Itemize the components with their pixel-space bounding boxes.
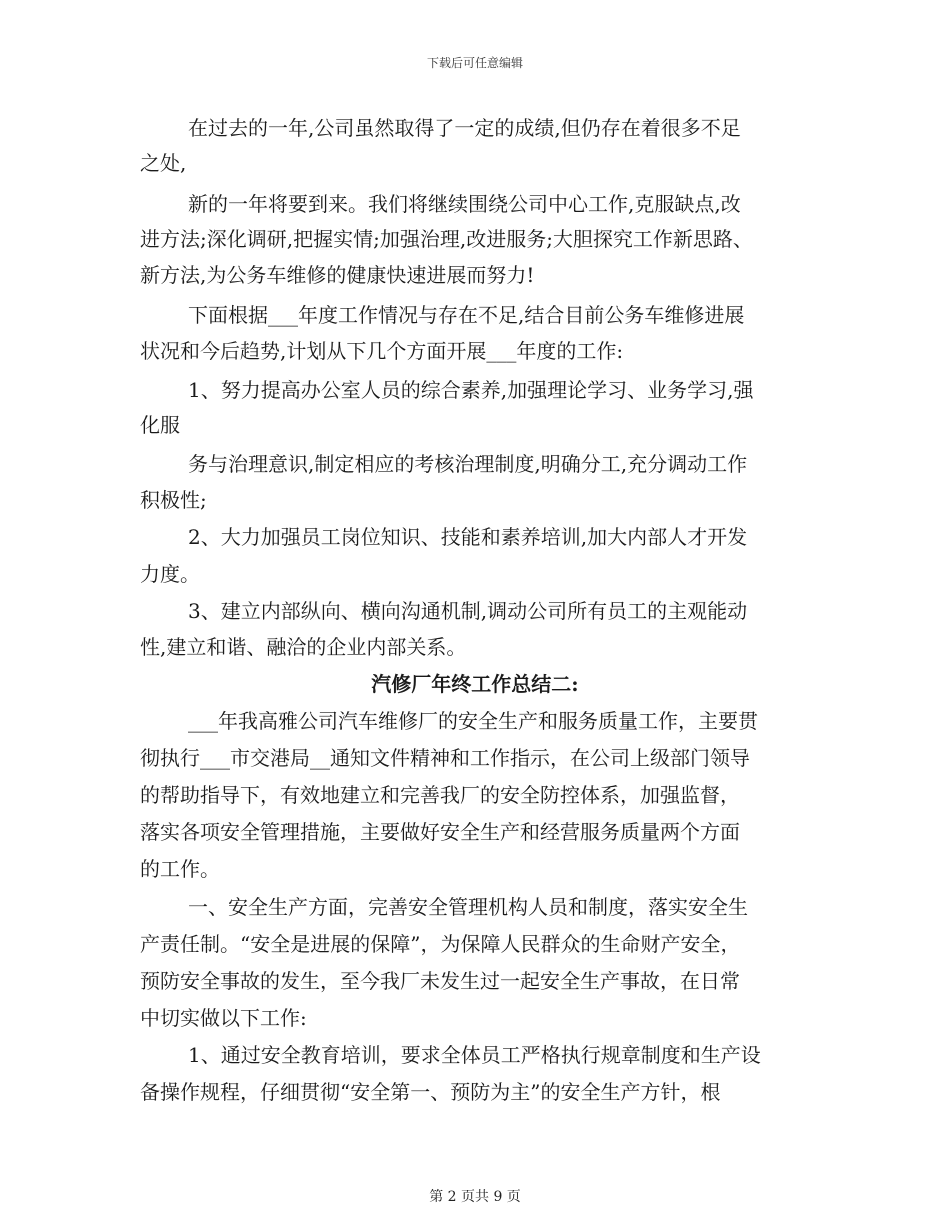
section-title: 汽修厂年终工作总结二: <box>371 672 579 696</box>
paragraph-line: 之处, <box>140 151 187 175</box>
paragraph-line: ___年我高雅公司汽车维修厂的安全生产和服务质量工作，主要贯 <box>188 709 758 733</box>
paragraph-line: 一、安全生产方面，完善安全管理机构人员和制度，落实安全生 <box>188 895 748 919</box>
paragraph-line: 1、努力提高办公室人员的综合素养,加强理论学习、业务学习,强 <box>188 378 754 402</box>
paragraph-line: 产责任制。“安全是进展的保障”，为保障人民群众的生命财产安全， <box>140 932 741 956</box>
paragraph-line: 备操作规程，仔细贯彻“安全第一、预防为主”的安全生产方针，根 <box>140 1080 721 1104</box>
paragraph-line: 化服 <box>140 413 180 437</box>
paragraph-line: 新的一年将要到来。我们将继续围绕公司中心工作,克服缺点,改 <box>188 192 741 216</box>
paragraph-line: 的帮助指导下，有效地建立和完善我厂的安全防控体系，加强监督， <box>140 783 740 807</box>
paragraph-line: 积极性; <box>140 488 207 512</box>
paragraph-line: 的工作。 <box>140 857 220 881</box>
paragraph-line: 预防安全事故的发生，至今我厂未发生过一起安全生产事故，在日常 <box>140 969 740 993</box>
paragraph-line: 务与治理意识,制定相应的考核治理制度,明确分工,充分调动工作 <box>188 452 748 476</box>
paragraph-line: 力度。 <box>140 562 200 586</box>
paragraph-line: 1、通过安全教育培训，要求全体员工严格执行规章制度和生产设 <box>188 1043 761 1067</box>
paragraph-line: 落实各项安全管理措施，主要做好安全生产和经营服务质量两个方面 <box>140 820 740 844</box>
paragraph-line: 状况和今后趋势,计划从下几个方面开展___年度的工作: <box>140 339 624 363</box>
paragraph-line: 中切实做以下工作: <box>140 1006 307 1030</box>
paragraph-line: 新方法,为公务车维修的健康快速进展而努力! <box>140 263 535 287</box>
paragraph-line: 2、大力加强员工岗位知识、技能和素养培训,加大内部人才开发 <box>188 525 748 549</box>
page-footer: 第 2 页共 9 页 <box>429 1189 521 1205</box>
paragraph-line: 下面根据___年度工作情况与存在不足,结合目前公务车维修进展 <box>188 303 745 327</box>
paragraph-line: 3、建立内部纵向、横向沟通机制,调动公司所有员工的主观能动 <box>188 599 748 623</box>
paragraph-line: 进方法;深化调研,把握实情;加强治理,改进服务;大胆探究工作新思路、 <box>140 227 753 251</box>
page-header: 下载后可任意编辑 <box>426 56 523 70</box>
paragraph-line: 在过去的一年,公司虽然取得了一定的成绩,但仍存在着很多不足 <box>188 116 741 140</box>
paragraph-line: 性,建立和谐、融洽的企业内部关系。 <box>140 635 467 659</box>
paragraph-line: 彻执行___市交港局__通知文件精神和工作指示，在公司上级部门领导 <box>140 746 750 770</box>
